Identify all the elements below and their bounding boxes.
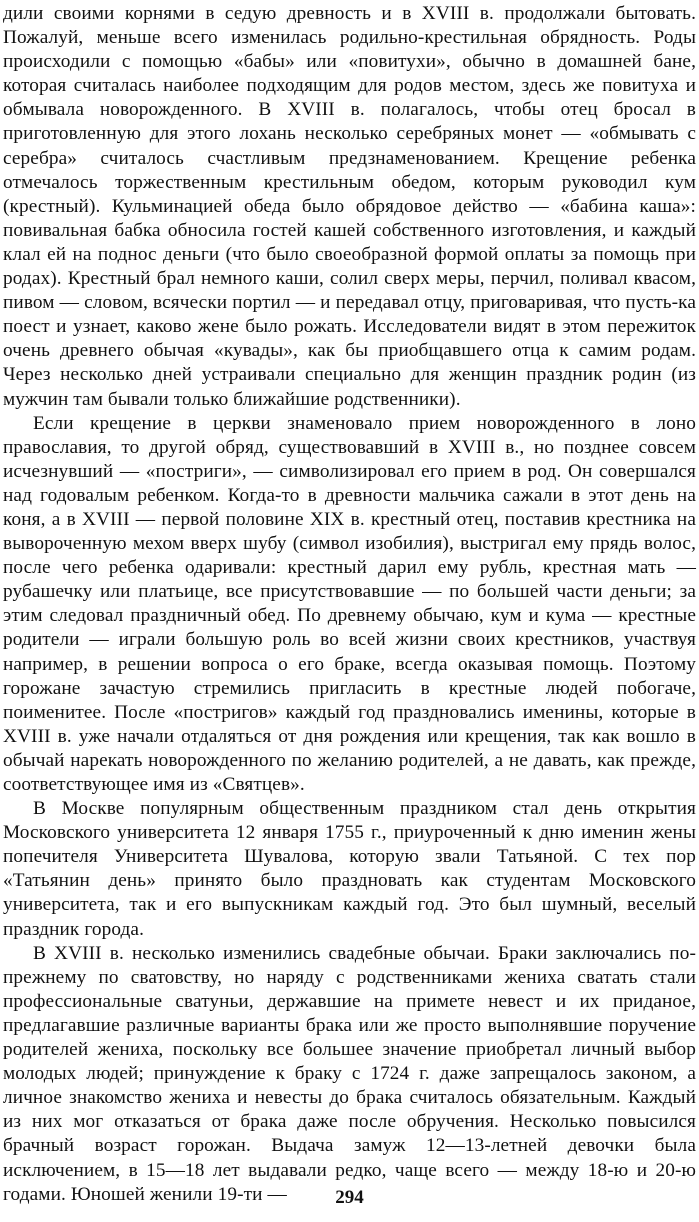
paragraph-birth-customs: дили своими корнями в седую древность и в XVIII в. продолжали бытовать. Пожалуй, меньше всего изменилась родильно-крестильная обрядность. Роды происходили с помощью «бабы» или «повитухи», обычно в домашней бане, которая считалась наиболее подходящим для родов местом, здесь же повитуха и обмывала новорожденного. В XVIII в. полагалось, чтобы отец бросал в приготовленную для этого лохань несколько серебряных монет — «обмывать с серебра» считалось счастливым предзнаменованием. Крещение ребенка отмечалось торжественным крестильным обедом, которым руководил кум (крестный). Кульминацией обеда было обрядовое действо — «бабина каша»: повивальная бабка обносила гостей кашей собственного изготовления, и каждый клал ей на поднос деньги (что было своеобразной формой оплаты за помощь при родах). Крестный брал немного каши, солил сверх меры, перчил, поливал квасом, пивом — словом, всячески портил — и передавал отцу, приговаривая, что пусть-ка поест и узнает, каково жене было рожать. Исследователи видят в этом пережиток очень древнего обычая «кувады», как бы приобщавшего отца к самим родам. Через несколько дней устраивали специально для женщин праздник родин (из мужчин там бывали только ближайшие родственники). [3, 3, 696, 410]
paragraph-wedding-customs: В XVIII в. несколько изменились свадебные обычаи. Браки заключались по-прежнему по сватовству, но наряду с родственниками жениха сватать стали профессиональные сватуньи, державшие на примете невест и их приданое, предлагавшие различные варианты брака или же просто выполнявшие поручение родителей жениха, поскольку все большее значение приобретал личный выбор молодых людей; принуждение к браку с 1724 г. даже запрещалось законом, а личное знакомство жениха и невесты до брака считалось обязательным. Каждый из них мог отказаться от брака даже после обручения. Несколько повысился брачный возраст горожан. Выдача замуж 12—13-летней девочки была исключением, в 15—18 лет выдавали редко, чаще всего — между 18-ю и 20-ю годами. Юношей женили 19-ти — [3, 942, 696, 1205]
paragraph-tatiana-day: В Москве популярным общественным праздником стал день открытия Московского университета 12 января 1755 г., приуроченный к дню именин жены попечителя Университета Шувалова, которую звали Татьяной. С тех пор «Татьянин день» принято было праздновать как студентам Московского университета, так и его выпускникам каждый год. Это был шумный, веселый праздник города. [3, 798, 696, 940]
page-number: 294 [335, 1187, 364, 1208]
paragraph-postrigi: Если крещение в церкви знаменовало прием новорожденного в лоно православия, то другой обряд, существовавший в XVIII в., но позднее совсем исчезнувший — «постриги», — символизировал его прием в род. Он совершался над годовалым ребенком. Когда-то в древности мальчика сажали в этот день на коня, а в XVIII — первой половине XIX в. крестный отец, поставив крестника на вывороченную мехом вверх шубу (символ изобилия), выстригал ему прядь волос, после чего ребенка одаривали: крестный дарил ему рубль, крестная мать — рубашечку или платьице, все присутствовавшие — по большей части деньги; за этим следовал праздничный обед. По древнему обычаю, кум и кума — крестные родители — играли большую роль во всей жизни своих крестников, участвуя например, в решении вопроса о его браке, всегда оказывая помощь. Поэтому горожане зачастую стремились пригласить в крестные людей побогаче, поименитее. После «постригов» каждый год праздновались именины, которые в XVIII в. уже начали отдаляться от дня рождения или крещения, так как вошло в обычай нарекать новорожденного по желанию родителей, а не давать, как прежде, соответствующее имя из «Святцев». [3, 412, 696, 795]
